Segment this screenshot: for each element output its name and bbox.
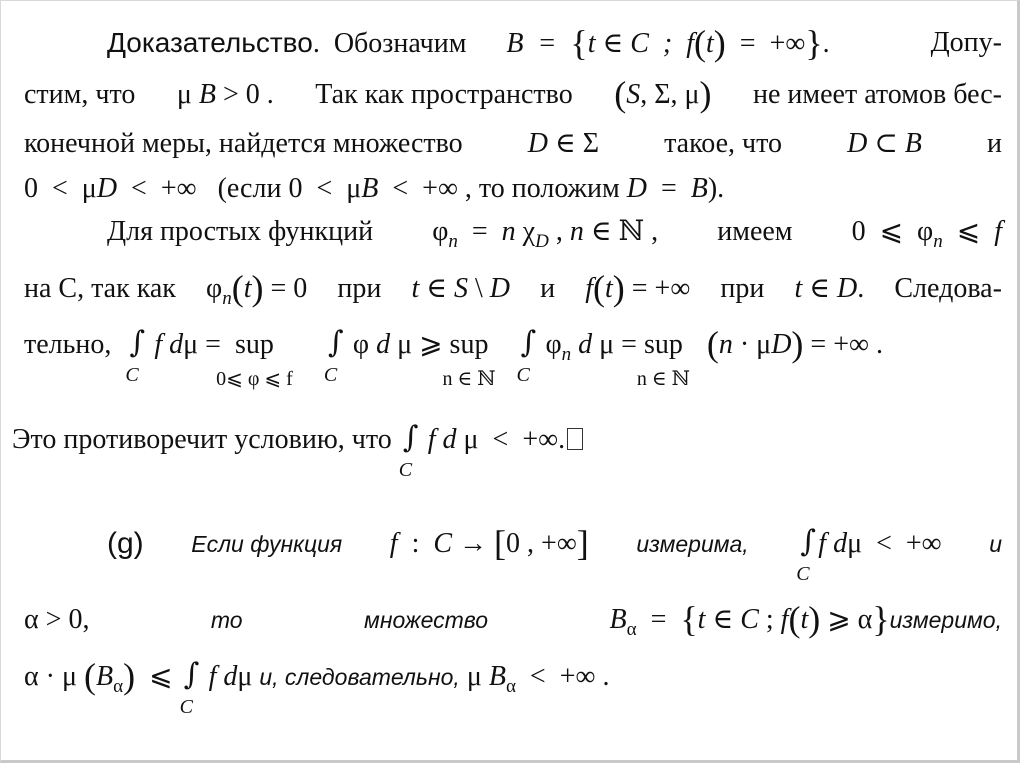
math-simple-functions: $\varphi_n = n$ $\chi_D$ , n ∈ ℕ , xyxy=(432,216,659,252)
text: тельно, xyxy=(24,329,112,360)
text: и, следовательно, xyxy=(259,664,460,690)
math-B-alpha-set: $B_\alpha = \{t$ ∈ C ; f(t) ⩾ α}измеримо, xyxy=(609,599,1002,640)
proof-conclusion xyxy=(12,420,583,481)
math-n-mu-D: (n · μD) = +∞ . xyxy=(706,324,883,364)
math-t-in-D: t ∈ D. xyxy=(794,273,865,304)
math-t-in-S-minus-D: t ∈ S \ D xyxy=(411,273,510,304)
text: Следова- xyxy=(894,273,1002,304)
proof-line-1: Доказательство. Обозначим B = {t ∈ C ; f(t) = +∞}. Допу- xyxy=(107,23,1002,63)
math-alpha-mu-B: α · μ $(B_\alpha)$ ⩽ xyxy=(24,656,173,697)
text: такое, что xyxy=(664,128,782,159)
integral-sign: ∫ C xyxy=(179,657,200,718)
math-D-subset-B: D ⊂ B xyxy=(847,128,922,159)
proof-line-3 xyxy=(24,127,1002,161)
text: при xyxy=(337,273,382,304)
sup-operator: sup 0⩽ φ ⩽ f xyxy=(216,329,293,390)
text: Это противоречит условию, что xyxy=(12,424,392,455)
text: измерима, xyxy=(636,531,749,557)
math-mu-D-finite: 0 < μD < +∞ xyxy=(24,173,197,204)
math-f-map: f : C → [0 , +∞] xyxy=(389,523,589,563)
math-f-infinite: f(t) = +∞ xyxy=(585,268,691,308)
text: и xyxy=(986,128,1002,159)
text: при xyxy=(720,273,765,304)
math-phi-zero: $\varphi_n(t) = 0$ xyxy=(206,268,308,309)
integral-sign: ∫ C xyxy=(516,325,537,386)
text: Допу- xyxy=(930,27,1002,58)
integral-sign: ∫ C xyxy=(125,325,146,386)
math-mu-B-alpha-finite: μ $B_\alpha$ < +∞ . xyxy=(466,661,610,697)
sup-operator: sup n ∈ ℕ xyxy=(636,329,690,390)
text: на C, так как xyxy=(24,273,176,304)
proof-line-7: тельно, ∫ C f dμ = sup 0⩽ φ ⩽ f ∫ C φ d μ ⩾ sup n ∈ ℕ ∫ C $\varphi_n$ d μ = sup n ∈ ℕ (n · μD) = +∞ . xyxy=(24,324,883,390)
math-mu-B-finite: 0 < μB < +∞ , xyxy=(288,173,472,204)
proof-line-4 xyxy=(24,172,724,206)
text: Так как пространство xyxy=(315,79,573,110)
text: то положим xyxy=(478,173,620,204)
math-phi-bounds: 0 ⩽ $\varphi_n$ ⩽ f xyxy=(851,216,1002,252)
text: Обозначим xyxy=(333,28,467,59)
sup-operator: sup n ∈ ℕ xyxy=(442,329,496,390)
text: и xyxy=(540,273,556,304)
text: то xyxy=(210,607,243,633)
qed-box-icon xyxy=(567,428,583,450)
text: стим, что xyxy=(24,79,136,110)
math-D-equals-B: D = B xyxy=(626,173,708,204)
proof-line-6 xyxy=(24,268,1002,316)
math-measure-space: (S, Σ, μ) xyxy=(614,74,712,114)
math-alpha-positive: α > 0, xyxy=(24,604,90,635)
text: (если xyxy=(217,173,282,204)
text: конечной меры, найдется множество xyxy=(24,128,463,159)
math-integral-finite: f d μ < +∞. xyxy=(427,424,566,455)
math-mu-B-positive: μ B > 0 . xyxy=(176,79,274,110)
proof-heading: Доказательство xyxy=(107,27,313,58)
text: имеем xyxy=(717,216,793,247)
text: не имеет атомов бес- xyxy=(753,79,1002,110)
proof-line-5 xyxy=(107,215,1002,259)
text: ). xyxy=(707,173,725,204)
text: и xyxy=(989,531,1002,557)
text: Для простых функций xyxy=(107,216,374,247)
math-integral-f-finite: ∫ C f dμ < +∞ xyxy=(796,524,942,585)
integral-sign: ∫ C xyxy=(323,325,344,386)
item-g-line-1 xyxy=(107,523,1002,585)
text: множество xyxy=(364,607,489,633)
text: Если функция xyxy=(191,531,343,557)
math-set-B-definition: B = {t ∈ C ; f(t) = +∞}. xyxy=(506,23,830,63)
math-D-in-sigma: D ∈ Σ xyxy=(527,128,600,159)
proof-line-2 xyxy=(24,74,1002,114)
item-g-label: (g) xyxy=(107,527,144,560)
integral-sign: ∫ C xyxy=(398,420,419,481)
item-g-line-3: α · μ $(B_\alpha)$ ⩽ ∫ C f dμ и, следовательно, μ $B_\alpha$ < +∞ . xyxy=(24,656,610,718)
item-g-line-2 xyxy=(24,599,1002,647)
